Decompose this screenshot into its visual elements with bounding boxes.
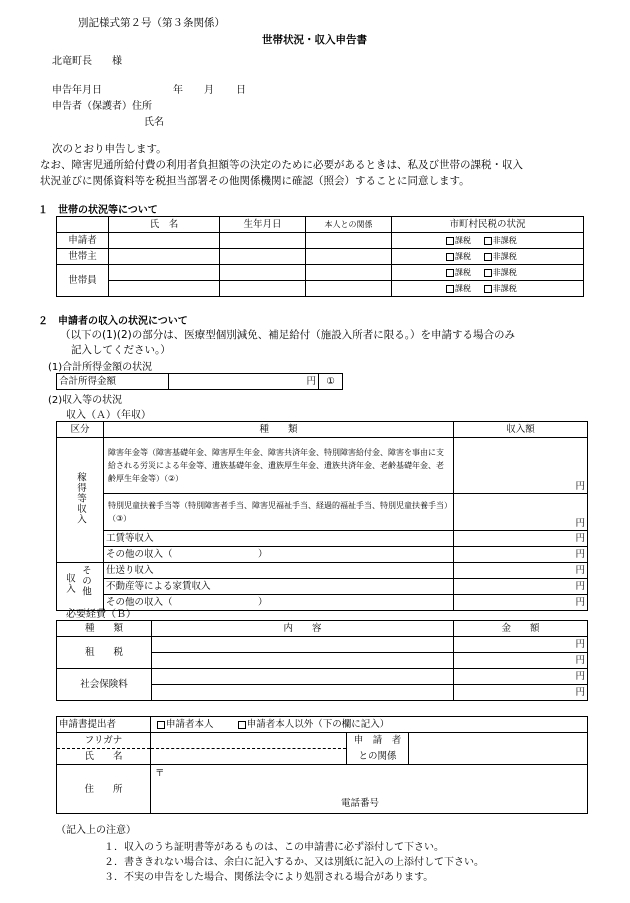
col-expense-type: 種 類 — [57, 621, 152, 637]
relation-label-2: との関係 — [347, 749, 409, 765]
member2-name-cell[interactable] — [109, 281, 220, 297]
untaxed-label: 非課税 — [492, 284, 517, 293]
insurance-type: 社会保険料 — [57, 669, 152, 701]
rent-amount[interactable] — [454, 579, 588, 595]
rent-kind: 不動産等による家賃収入 — [104, 579, 454, 595]
furigana-label: フリガナ — [57, 733, 151, 749]
remittance-amount[interactable] — [454, 563, 588, 579]
addressee: 北竜町長 様 — [52, 56, 122, 67]
note-item-2: ２．書ききれない場合は、余白に記入するか、又は別紙に記入の上添付して下さい。 — [104, 857, 484, 868]
date-year: 年 — [173, 85, 183, 96]
other-income-kind-1: その他の収入（ ） — [104, 547, 454, 563]
col-relation: 本人との関係 — [306, 217, 392, 233]
applicant-tax-cell[interactable] — [392, 233, 584, 249]
intro-line-2: なお、障害児通所給付費の利用者負担額等の決定のために必要があるときは、私及び世帯の課税・収入 — [40, 159, 523, 171]
allowance-amount[interactable] — [454, 494, 588, 531]
applicant-address-label: 申告者（保護者）住所 — [52, 101, 152, 112]
insurance-amount-2[interactable] — [454, 685, 588, 701]
tax-amount-1[interactable] — [454, 637, 588, 653]
other-category — [57, 563, 104, 611]
taxed-label: 課税 — [455, 236, 471, 245]
insurance-amount-1[interactable] — [454, 669, 588, 685]
self-option-label: 申請者本人 — [166, 719, 214, 730]
member2-birth-cell[interactable] — [220, 281, 306, 297]
submitter-label: 申請書提出者 — [57, 717, 151, 733]
section1-heading: １ 世帯の状況等について — [38, 205, 158, 216]
total-income-value[interactable] — [169, 374, 319, 390]
member2-relation-cell[interactable] — [306, 281, 392, 297]
member1-tax-cell[interactable] — [392, 265, 584, 281]
other-option-label: 申請者本人以外（下の欄に記入） — [246, 719, 390, 730]
yen-unit: 円 — [575, 565, 585, 576]
applicant-relation-cell[interactable] — [306, 233, 392, 249]
member1-relation-cell[interactable] — [306, 265, 392, 281]
taxed-checkbox[interactable] — [446, 285, 454, 293]
submitter-address-field[interactable] — [151, 765, 588, 814]
col-amount: 収入額 — [454, 422, 588, 438]
other-income-amount-1[interactable] — [454, 547, 588, 563]
yen-unit: 円 — [575, 481, 585, 492]
yen-unit: 円 — [575, 597, 585, 608]
intro-line-3: 状況並びに関係資料等を税担当部署その他関係機関に確認（照会）することに同意します。 — [40, 175, 470, 187]
taxed-label: 課税 — [455, 252, 471, 261]
yen-unit: 円 — [575, 687, 585, 698]
untaxed-checkbox[interactable] — [484, 253, 492, 261]
untaxed-label: 非課税 — [492, 268, 517, 277]
col-expense-amount: 金 額 — [454, 621, 588, 637]
insurance-content-1[interactable] — [152, 669, 454, 685]
furigana-field[interactable] — [151, 733, 347, 749]
untaxed-checkbox[interactable] — [484, 285, 492, 293]
earned-income-label: 稼得等収入 — [75, 471, 86, 525]
remittance-kind: 仕送り収入 — [104, 563, 454, 579]
untaxed-label: 非課税 — [492, 252, 517, 261]
notes-heading: （記入上の注意） — [56, 825, 136, 836]
yen-unit: 円 — [575, 671, 585, 682]
date-month: 月 — [204, 85, 214, 96]
yen-unit: 円 — [306, 376, 316, 387]
member1-name-cell[interactable] — [109, 265, 220, 281]
submitter-name-field[interactable] — [151, 749, 347, 765]
income-a-heading: 収入（Ａ）（年収） — [66, 410, 151, 421]
submitter-address-label: 住 所 — [57, 765, 151, 814]
other-income-kind-2: その他の収入（ ） — [104, 595, 454, 611]
page-title: 世帯状況・収入申告書 — [262, 34, 367, 46]
household-table — [56, 216, 584, 297]
circle-1: ① — [319, 374, 343, 390]
applicant-name-label: 氏名 — [144, 117, 164, 128]
yen-unit: 円 — [575, 581, 585, 592]
row-member: 世帯員 — [57, 265, 109, 297]
yen-unit: 円 — [575, 518, 585, 529]
phone-label: 電話番号 — [341, 798, 380, 809]
applicant-name-cell[interactable] — [109, 233, 220, 249]
other-category-label-b: 収入 — [64, 573, 75, 594]
self-checkbox[interactable] — [157, 721, 165, 729]
subsection-2: (2)収入等の状況 — [48, 395, 123, 406]
col-category: 区分 — [57, 422, 104, 438]
taxed-checkbox[interactable] — [446, 269, 454, 277]
form-number: 別記様式第２号（第３条関係） — [78, 17, 225, 29]
earned-income-category — [57, 438, 104, 563]
tax-content-2[interactable] — [152, 653, 454, 669]
taxed-label: 課税 — [455, 284, 471, 293]
other-category-label-a: その他 — [80, 565, 91, 597]
corner-cell — [57, 217, 109, 233]
member1-birth-cell[interactable] — [220, 265, 306, 281]
yen-unit: 円 — [575, 639, 585, 650]
subsection-1: (1)合計所得金額の状況 — [48, 362, 153, 373]
householder-relation-cell[interactable] — [306, 249, 392, 265]
pension-amount[interactable] — [454, 438, 588, 494]
untaxed-label: 非課税 — [492, 236, 517, 245]
income-table — [56, 421, 588, 611]
total-income-label: 合計所得金額 — [57, 374, 169, 390]
pension-kind: 障害年金等（障害基礎年金、障害厚生年金、障害共済年金、特別障害給付金、障害を事由に支給される労災による年金等、遺族基礎年金、遺族厚生年金、遺族共済年金、老齢基礎年金、老齢厚生年金等）（②） — [104, 438, 454, 494]
col-kind: 種 類 — [104, 422, 454, 438]
col-birth: 生年月日 — [220, 217, 306, 233]
date-day: 日 — [236, 85, 246, 96]
untaxed-checkbox[interactable] — [484, 269, 492, 277]
applicant-birth-cell[interactable] — [220, 233, 306, 249]
taxed-label: 課税 — [455, 268, 471, 277]
total-income-table — [56, 373, 343, 390]
date-label: 申告年月日 — [52, 85, 102, 96]
yen-unit: 円 — [575, 549, 585, 560]
relation-field[interactable] — [409, 733, 588, 765]
row-householder: 世帯主 — [57, 249, 109, 265]
submitter-table — [56, 716, 588, 814]
tax-type: 租 税 — [57, 637, 152, 669]
postal-mark: 〒 — [155, 768, 165, 779]
col-name: 氏 名 — [109, 217, 220, 233]
note-item-1: １．収入のうち証明書等があるものは、この申請書に必ず添付して下さい。 — [104, 842, 444, 853]
expense-b-heading: 必要経費（Ｂ） — [66, 609, 136, 620]
other-checkbox[interactable] — [238, 721, 246, 729]
householder-tax-cell[interactable] — [392, 249, 584, 265]
yen-unit: 円 — [575, 533, 585, 544]
tax-content-1[interactable] — [152, 637, 454, 653]
section2-note-2: 記入してください。） — [71, 344, 171, 356]
col-tax: 市町村民税の状況 — [392, 217, 584, 233]
other-income-amount-2[interactable] — [454, 595, 588, 611]
member2-tax-cell[interactable] — [392, 281, 584, 297]
section2-heading: ２ 申請者の収入の状況について — [38, 316, 188, 327]
row-applicant: 申請者 — [57, 233, 109, 249]
tax-amount-2[interactable] — [454, 653, 588, 669]
expense-table — [56, 620, 588, 701]
intro-line-1: 次のとおり申告します。 — [52, 143, 167, 155]
wage-amount[interactable] — [454, 531, 588, 547]
relation-label-1: 申 請 者 — [347, 733, 409, 749]
submitter-name-label: 氏 名 — [57, 749, 151, 765]
col-expense-content: 内 容 — [152, 621, 454, 637]
taxed-checkbox[interactable] — [446, 237, 454, 245]
insurance-content-2[interactable] — [152, 685, 454, 701]
untaxed-checkbox[interactable] — [484, 237, 492, 245]
section2-note-1: （以下の(1)(2)の部分は、医療型個別減免、補足給付（施設入所者に限る。）を申請する場合のみ — [60, 329, 515, 341]
submitter-options — [151, 717, 588, 733]
note-item-3: ３．不実の申告をした場合、関係法令により処罰される場合があります。 — [104, 872, 434, 883]
householder-name-cell[interactable] — [109, 249, 220, 265]
allowance-kind: 特別児童扶養手当等（特別障害者手当、障害児福祉手当、経過的福祉手当、特別児童扶養手当）（③） — [104, 494, 454, 531]
wage-kind: 工賃等収入 — [104, 531, 454, 547]
yen-unit: 円 — [575, 655, 585, 666]
taxed-checkbox[interactable] — [446, 253, 454, 261]
householder-birth-cell[interactable] — [220, 249, 306, 265]
